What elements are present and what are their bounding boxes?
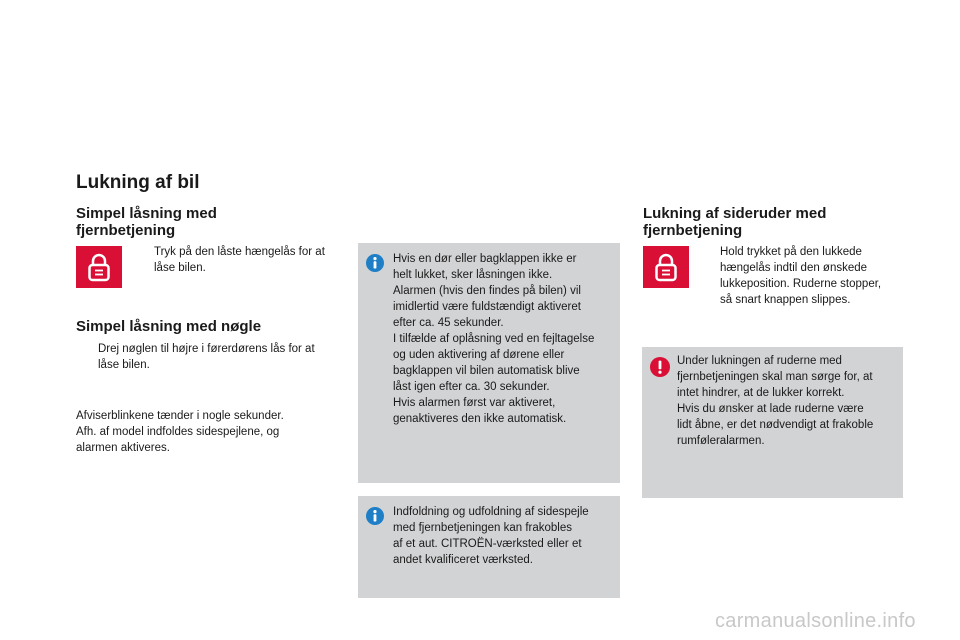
bullet-windows: [700, 244, 930, 308]
bullet-remote-lock-text: Tryk på den låste hængelås for at låse bilen.: [154, 246, 325, 274]
warning-icon: [650, 357, 670, 377]
page-title: Lukning af bil: [76, 172, 200, 193]
padlock-icon: [654, 252, 678, 282]
padlock-icon: [87, 252, 111, 282]
section-title-remote-lock: [76, 205, 217, 239]
watermark: carmanualsonline.info: [715, 610, 916, 632]
info-icon: [366, 507, 384, 525]
info-box-mirrors-body: [393, 504, 618, 568]
warning-box-windows-text: Under lukningen af ruderne med fjernbetjeningen skal man sørge for, at intet hindrer, at de lukker korrekt. Hvis du ønsker at lade ruderne være lidt åbne, er det nødvendigt at frakoble rumføleralarmen.: [677, 355, 874, 447]
info-box-alarm-body: [393, 251, 618, 427]
section-title-remote-lock-line1: Simpel låsning med: [76, 205, 217, 222]
indicator-note: [76, 408, 336, 456]
section-title-windows: [643, 205, 826, 239]
info-icon: [366, 254, 384, 272]
bullet-windows-text: Hold trykket på den lukkede hængelås indtil den ønskede lukkeposition. Ruderne stopper, så snart knappen slippes.: [720, 246, 882, 306]
lock-button-image: [76, 246, 122, 288]
info-box-mirrors-text: Indfoldning og udfoldning af sidespejle med fjernbetjeningen kan frakobles af et aut. CITROËN-værksted eller et andet kvalificeret værksted.: [393, 506, 589, 566]
warning-box-windows: [642, 347, 903, 498]
info-box-mirrors: [358, 496, 620, 598]
warning-box-windows-body: [677, 353, 901, 449]
bullet-key-lock-text: Drej nøglen til højre i førerdørens lås for at låse bilen.: [98, 343, 315, 371]
info-box-alarm-text: Hvis en dør eller bagklappen ikke er helt lukket, sker låsningen ikke. Alarmen (hvis den findes på bilen) vil imidlertid være fuldstændigt aktiveret efter ca. 45 sekunder. I tilfælde af oplåsning ved en fejltagelse og uden aktivering af dørene eller bagklappen vil bilen automatisk blive låst igen efter ca. 30 sekunder. Hvis alarmen først var aktiveret, genaktiveres den ikke automatisk.: [393, 253, 595, 425]
section-title-remote-lock-line2: fjernbetjening: [76, 222, 176, 239]
section-title-windows-line2: fjernbetjening: [643, 222, 743, 239]
bullet-key-lock: [78, 341, 368, 373]
section-title-key-lock: Simpel låsning med nøgle: [76, 318, 262, 335]
lock-button-image: [643, 246, 689, 288]
indicator-note-text: Afviserblinkene tænder i nogle sekunder. Afh. af model indfoldes sidespejlene, og alarmen aktiveres.: [76, 410, 284, 454]
bullet-remote-lock: [134, 244, 364, 276]
section-title-windows-line1: Lukning af sideruder med: [643, 205, 827, 222]
info-box-alarm: [358, 243, 620, 483]
